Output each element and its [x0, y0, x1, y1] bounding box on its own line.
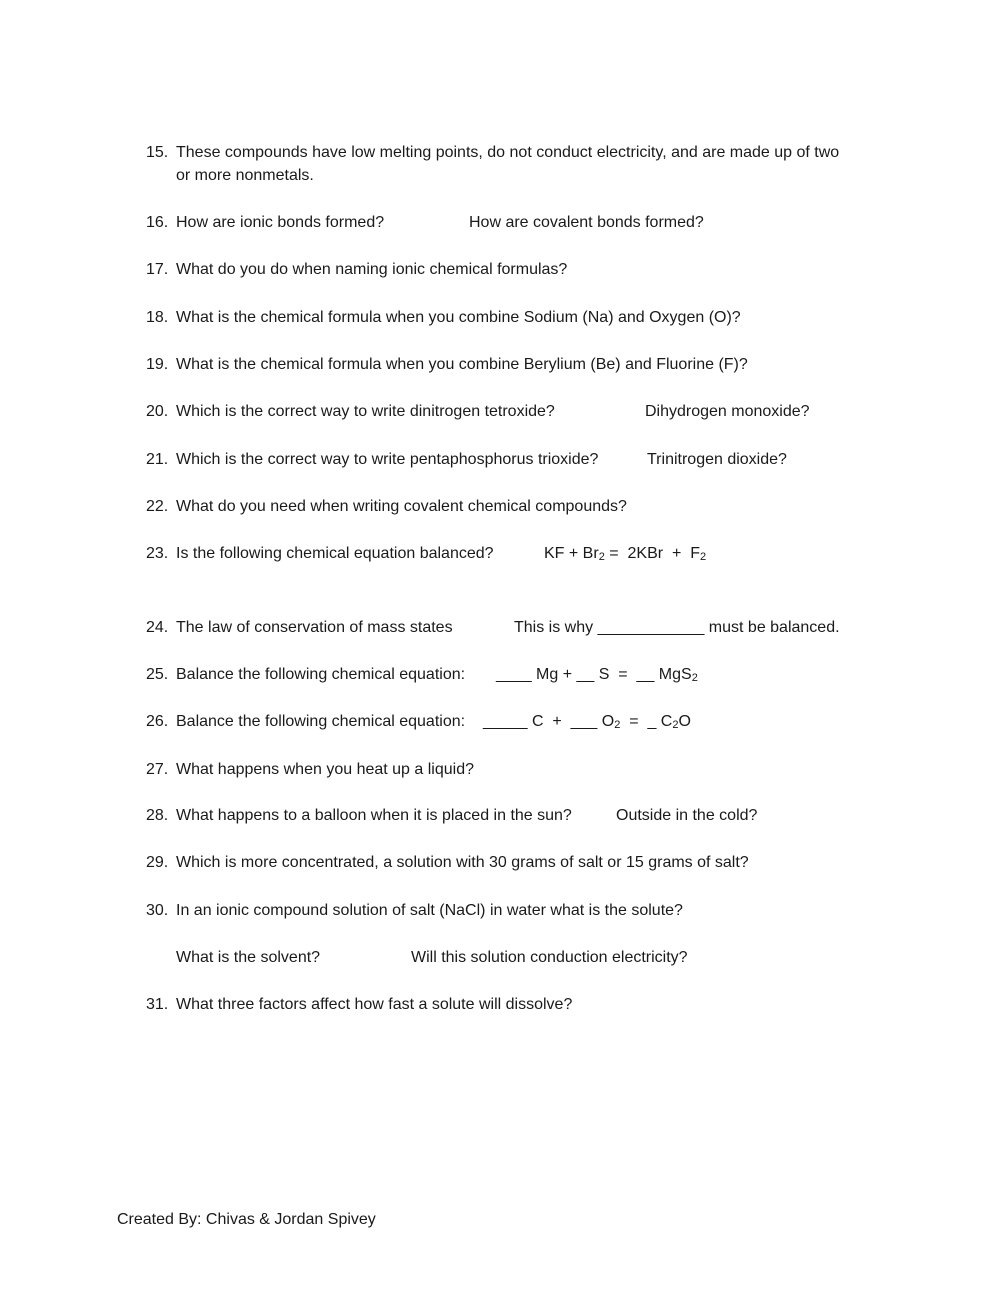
question-number: 16. [146, 214, 169, 231]
question-text: These compounds have low melting points, do not conduct electricity, and are made up of two [176, 144, 840, 161]
question-text: What three factors affect how fast a solute will dissolve? [176, 996, 573, 1013]
question-text: What is the chemical formula when you combine Sodium (Na) and Oxygen (O)? [176, 309, 741, 326]
question-number: 26. [146, 713, 169, 730]
footer-credit: Created By: Chivas & Jordan Spivey [117, 1211, 376, 1228]
question-text: Is the following chemical equation balanced? [176, 545, 494, 562]
question-text: Which is the correct way to write dinitrogen tetroxide? [176, 403, 555, 420]
question-text: What happens when you heat up a liquid? [176, 761, 474, 778]
question-number: 21. [146, 451, 169, 468]
question-text: What is the chemical formula when you combine Berylium (Be) and Fluorine (F)? [176, 356, 748, 373]
question-text: What do you need when writing covalent chemical compounds? [176, 498, 627, 515]
question-followup: Outside in the cold? [616, 807, 758, 824]
question-followup: How are covalent bonds formed? [469, 214, 704, 231]
question-number: 15. [146, 144, 169, 161]
chemical-equation: _____ C + ___ $O_2$ = _ $C_2O$ [483, 713, 691, 731]
question-subpart: Will this solution conduction electricity? [411, 949, 688, 966]
question-number: 18. [146, 309, 169, 326]
question-number: 28. [146, 807, 169, 824]
question-text: How are ionic bonds formed? [176, 214, 385, 231]
question-followup: This is why ____________ must be balanced. [514, 619, 840, 636]
question-followup: Dihydrogen monoxide? [645, 403, 810, 420]
question-text: Balance the following chemical equation: [176, 666, 466, 683]
question-text: What do you do when naming ionic chemical formulas? [176, 261, 568, 278]
question-text: Which is the correct way to write pentaphosphorus trioxide? [176, 451, 599, 468]
question-number: 24. [146, 619, 169, 636]
question-text: What happens to a balloon when it is placed in the sun? [176, 807, 572, 824]
question-text: In an ionic compound solution of salt (NaCl) in water what is the solute? [176, 902, 683, 919]
chemical-equation: KF + $Br_2 = 2KBr + F_2$ [544, 545, 707, 563]
question-number: 25. [146, 666, 169, 683]
question-number: 23. [146, 545, 169, 562]
question-text: Which is more concentrated, a solution with 30 grams of salt or 15 grams of salt? [176, 854, 749, 871]
question-number: 17. [146, 261, 169, 278]
question-followup: Trinitrogen dioxide? [647, 451, 787, 468]
question-number: 20. [146, 403, 169, 420]
question-text: The law of conservation of mass states [176, 619, 453, 636]
question-number: 19. [146, 356, 169, 373]
question-subpart: What is the solvent? [176, 949, 321, 966]
question-number: 29. [146, 854, 169, 871]
chemical-equation: ____ Mg + __ S = __ MgS$_2$ [496, 666, 698, 684]
question-number: 22. [146, 498, 169, 515]
question-number: 27. [146, 761, 169, 778]
question-number: 30. [146, 902, 169, 919]
question-text: Balance the following chemical equation: [176, 713, 466, 730]
question-text-continued: or more nonmetals. [176, 167, 314, 184]
question-number: 31. [146, 996, 169, 1013]
